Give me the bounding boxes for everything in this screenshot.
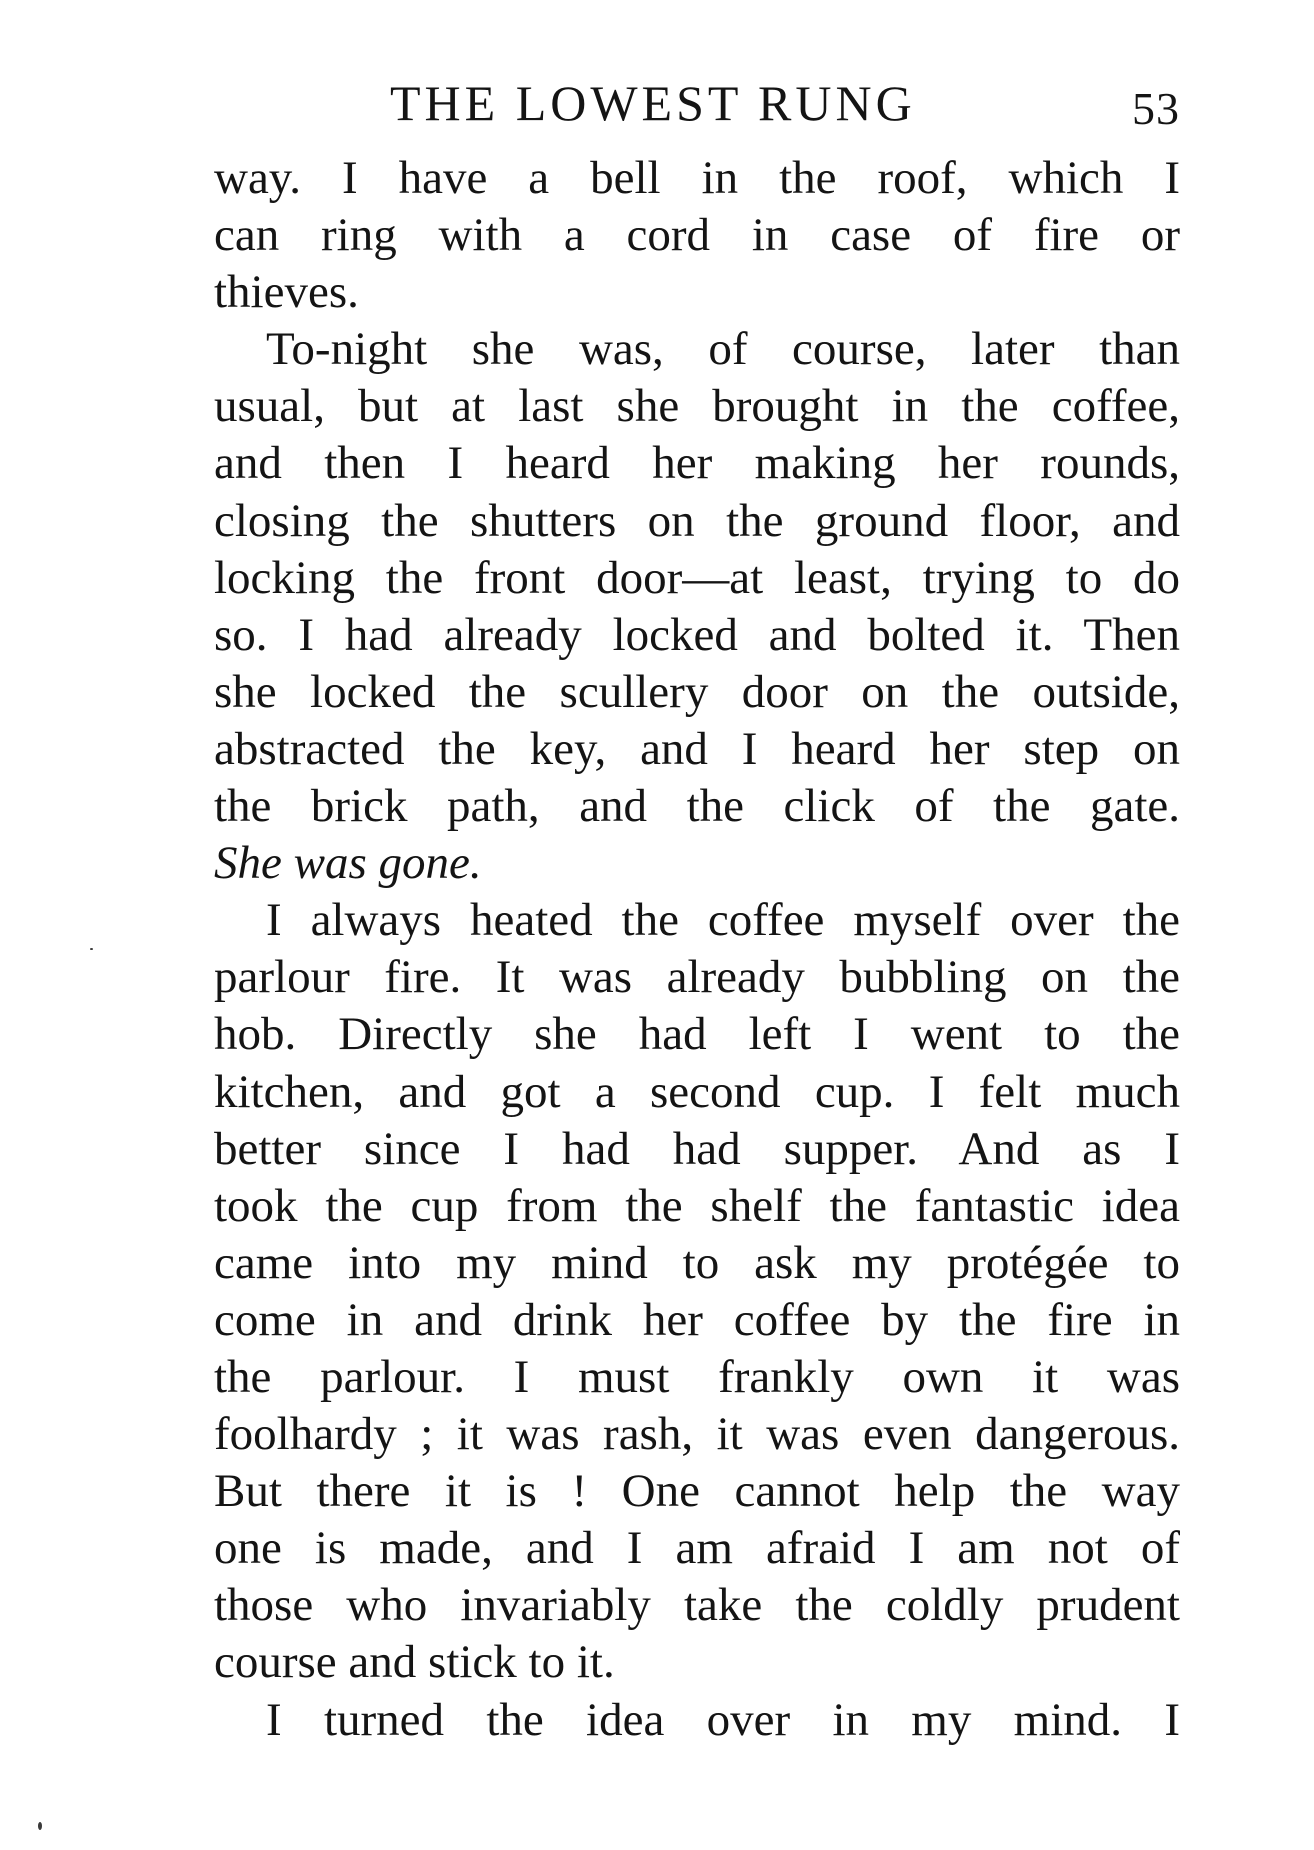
text-line: But there it is ! One cannot help the way [214, 1465, 1180, 1518]
text-line: course and stick to it. [214, 1636, 615, 1689]
running-title: THE LOWEST RUNG [390, 75, 916, 131]
text-line: closing the shutters on the ground floor, and [214, 494, 1180, 547]
text-line: usual, but at last she brought in the coffee, [214, 380, 1180, 433]
text-line: the parlour. I must frankly own it was [214, 1350, 1180, 1403]
text-line: better since I had had supper. And as I [214, 1122, 1180, 1175]
text-line: parlour fire. It was already bubbling on the [214, 951, 1180, 1004]
text-line: came into my mind to ask my protégée to [214, 1236, 1180, 1289]
text-line: the brick path, and the click of the gate. [214, 780, 1180, 833]
text-line: locking the front door—at least, trying to do [214, 551, 1180, 604]
text-line: come in and drink her coffee by the fire in [214, 1293, 1180, 1346]
text-line: so. I had already locked and bolted it. Then [214, 608, 1180, 661]
text-line: kitchen, and got a second cup. I felt much [214, 1065, 1180, 1118]
text-line: one is made, and I am afraid I am not of [214, 1522, 1180, 1575]
page-number: 53 [1132, 83, 1180, 134]
text-line: She was gone. [214, 837, 482, 890]
text-line: hob. Directly she had left I went to the [214, 1008, 1180, 1061]
text-line: foolhardy ; it was rash, it was even dangerous. [214, 1408, 1180, 1461]
text-line: I turned the idea over in my mind. I [266, 1693, 1180, 1746]
print-speck [38, 1822, 42, 1830]
page-header [214, 68, 1180, 138]
text-line: To-night she was, of course, later than [266, 323, 1180, 376]
print-speck [90, 948, 93, 950]
body-text [214, 150, 1180, 1749]
text-line: thieves. [214, 266, 359, 319]
text-line: took the cup from the shelf the fantastic idea [214, 1179, 1180, 1232]
text-line: I always heated the coffee myself over the [266, 894, 1180, 947]
text-line: those who invariably take the coldly prudent [214, 1579, 1180, 1632]
text-line: can ring with a cord in case of fire or [214, 209, 1180, 262]
text-line: abstracted the key, and I heard her step on [214, 722, 1180, 775]
text-line: she locked the scullery door on the outside, [214, 665, 1180, 718]
text-line: and then I heard her making her rounds, [214, 437, 1180, 490]
text-line: way. I have a bell in the roof, which I [214, 152, 1180, 204]
